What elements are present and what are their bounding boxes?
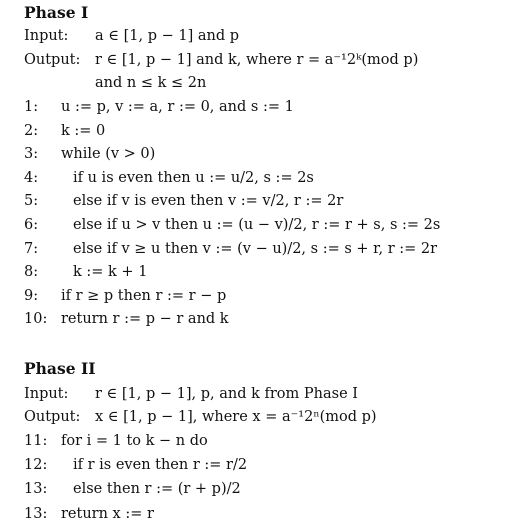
line-number: 7: [24, 240, 39, 257]
line-code: return r := p − r and k [61, 311, 229, 328]
phase1-input-label: Input: [24, 28, 69, 44]
phase2-output-label: Output: [24, 409, 81, 425]
line-number: 6: [24, 217, 39, 233]
phase2-input-text: r ∈ [1, p − 1], p, and k from Phase I [95, 386, 358, 402]
phase1-input-text: a ∈ [1, p − 1] and p [95, 28, 239, 44]
line-code: else if u > v then u := (u − v)/2, r := r + s, s := 2s [73, 217, 441, 233]
line-number: 10: [24, 311, 48, 328]
line-number: 11: [24, 433, 48, 449]
phase2-output-text: x ∈ [1, p − 1], where x = a⁻¹2ⁿ(mod p) [95, 409, 377, 425]
line-code: else then r := (r + p)/2 [73, 481, 241, 498]
line-code: if r ≥ p then r := r − p [61, 287, 227, 304]
phase1-output-text-2: and n ≤ k ≤ 2n [95, 75, 207, 91]
line-number: 8: [24, 264, 39, 281]
line-code: if u is even then u := u/2, s := 2s [73, 169, 314, 186]
line-number: 13: [24, 505, 48, 522]
line-code: else if v is even then v := v/2, r := 2r [73, 193, 344, 210]
line-code: if r is even then r := r/2 [73, 457, 248, 474]
line-code: while (v > 0) [61, 146, 156, 163]
line-number: 3: [24, 146, 39, 163]
line-code: return x := r [61, 505, 154, 522]
line-number: 4: [24, 169, 39, 186]
line-code: k := k + 1 [73, 264, 148, 281]
phase1-output-text-1: r ∈ [1, p − 1] and k, where r = a⁻¹2ᵏ(mod p) [95, 52, 419, 68]
line-number: 5: [24, 193, 39, 210]
line-number: 12: [24, 457, 48, 474]
line-code: k := 0 [61, 122, 106, 139]
line-code: else if v ≥ u then v := (v − u)/2, s := s + r, r := 2r [73, 240, 438, 257]
line-number: 13: [24, 481, 48, 498]
line-number: 9: [24, 287, 39, 304]
phase2-input-label: Input: [24, 386, 69, 402]
phase2-title: Phase II [24, 359, 96, 378]
line-code: u := p, v := a, r := 0, and s := 1 [61, 99, 294, 115]
line-number: 2: [24, 122, 39, 139]
phase1-title: Phase I [24, 3, 89, 22]
phase1-output-label: Output: [24, 52, 81, 68]
line-number: 1: [24, 99, 39, 115]
line-code: for i = 1 to k − n do [61, 433, 208, 449]
